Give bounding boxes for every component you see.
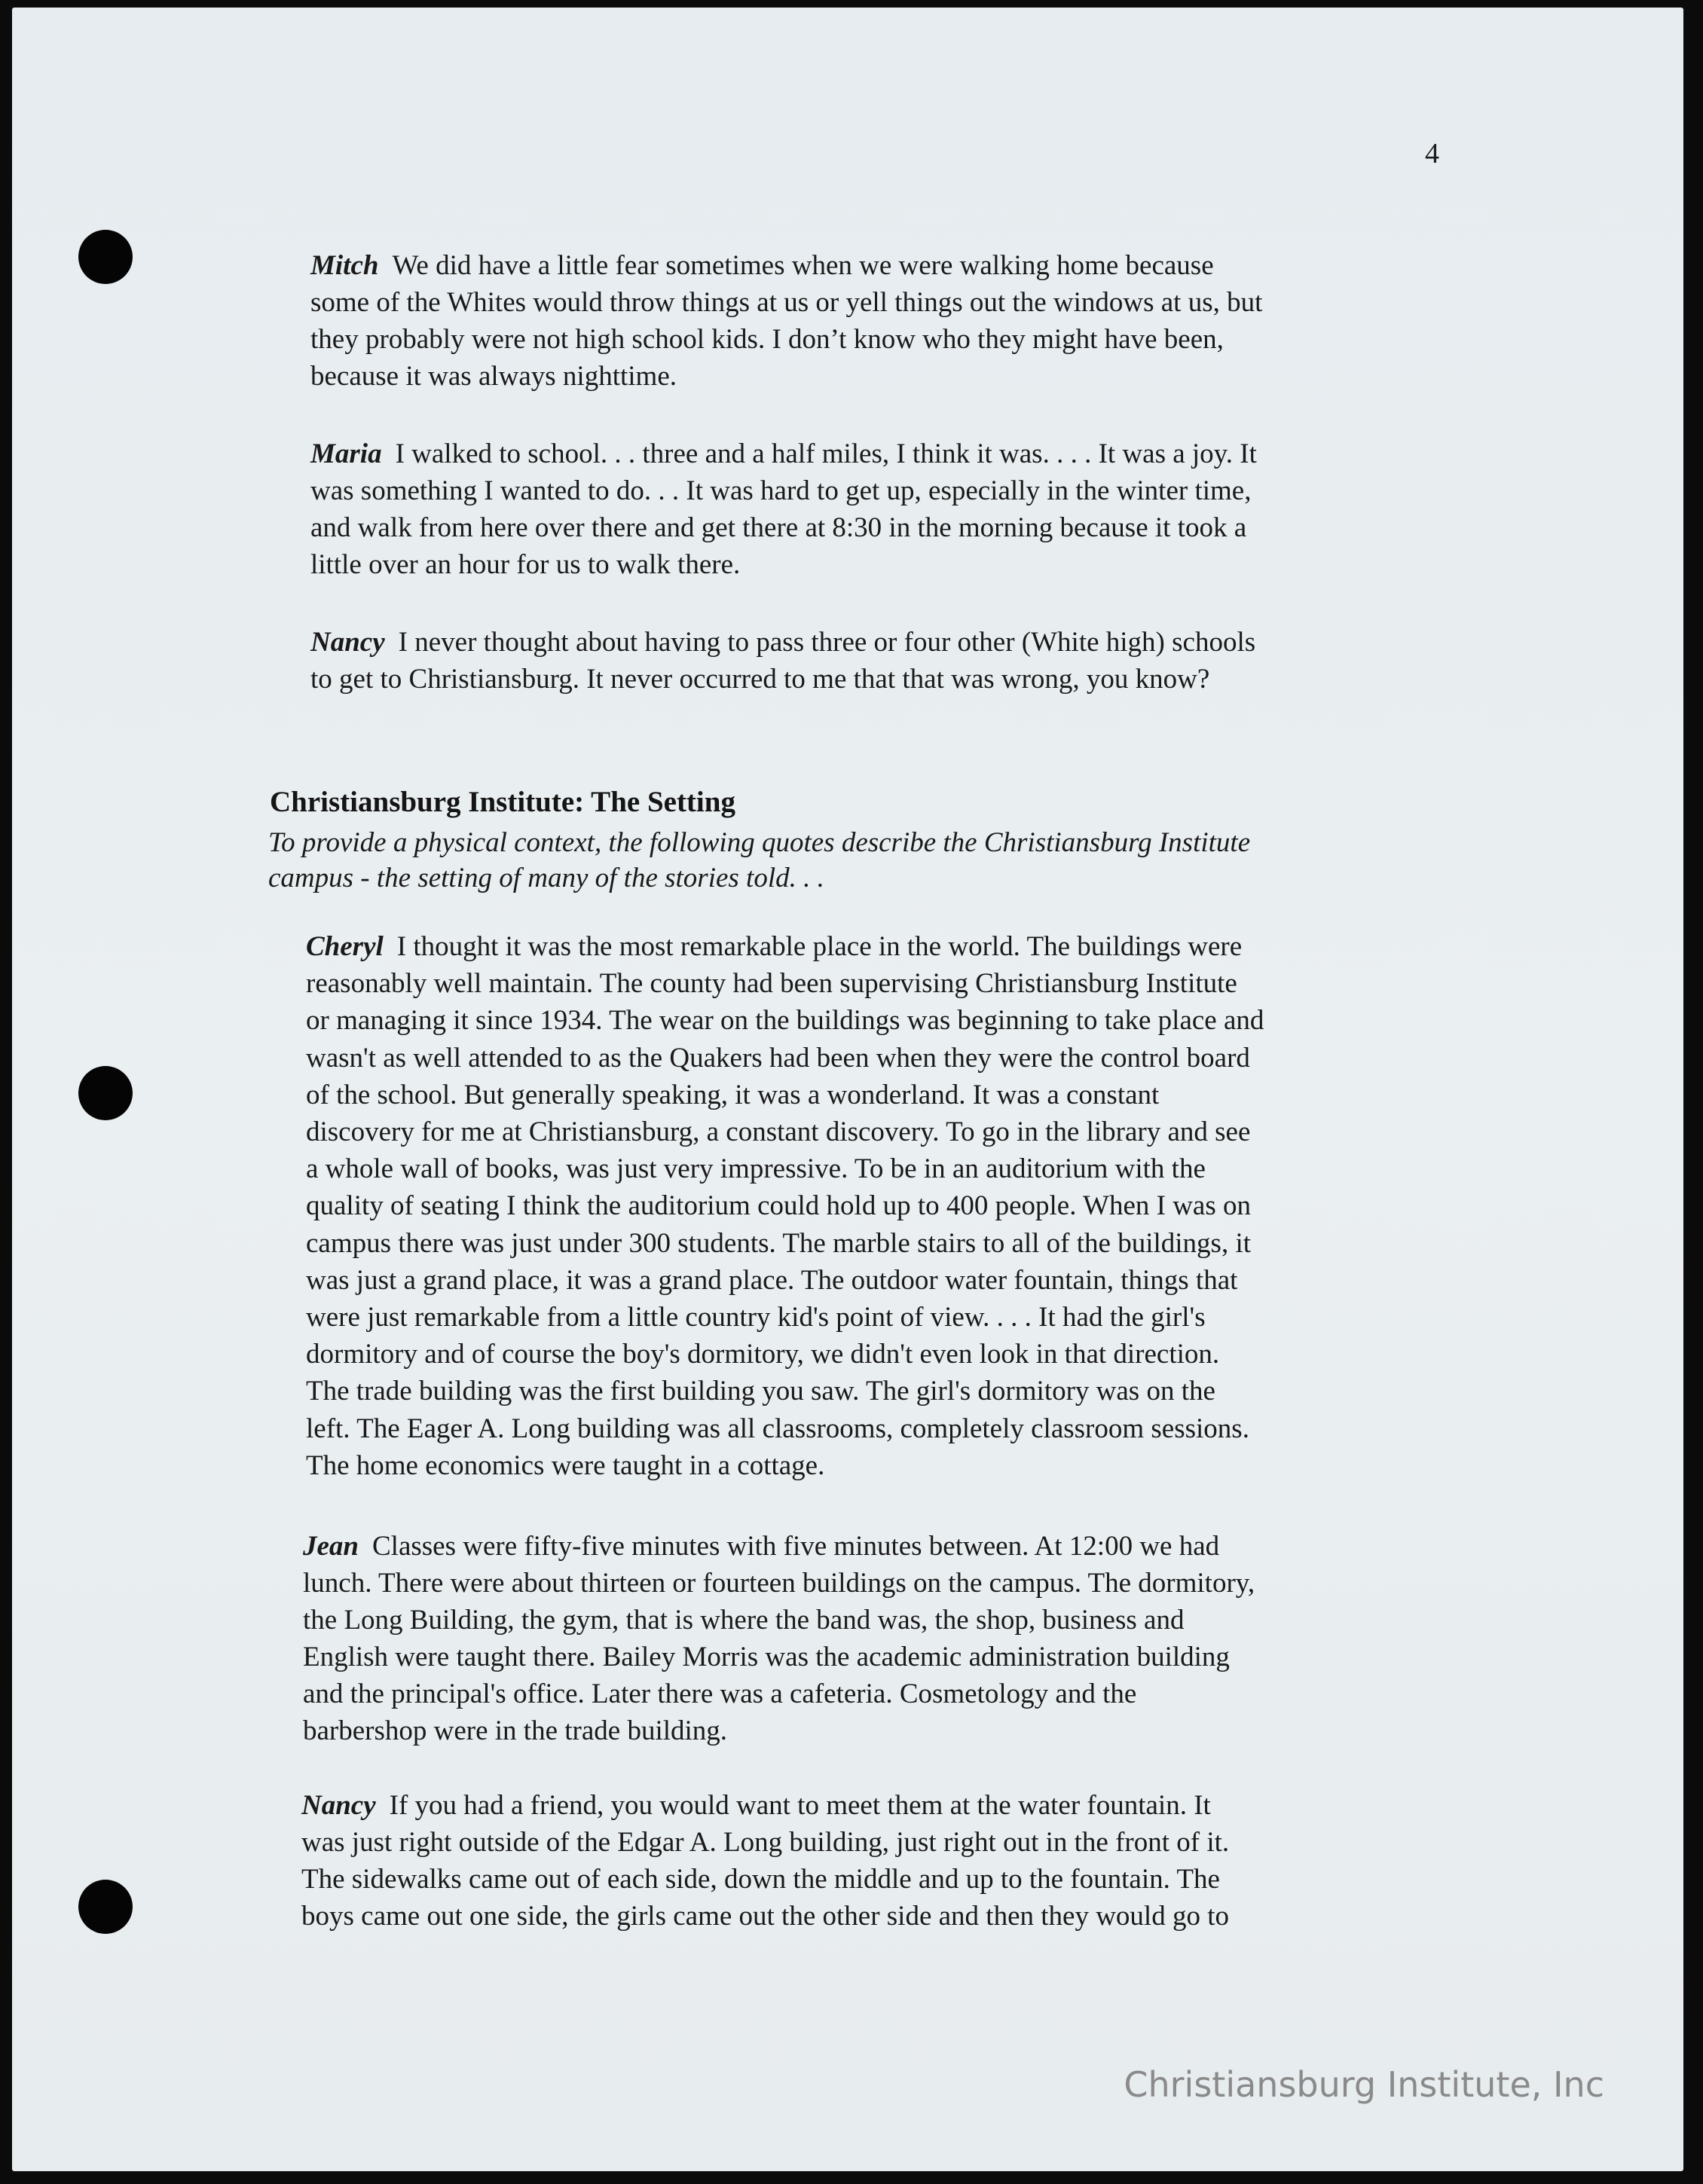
quote-line: Jean Classes were fifty-five minutes with five minutes between. At 12:00 we had: [303, 1531, 1220, 1562]
section-intro: [268, 825, 1250, 896]
quote-line: The trade building was the first building you saw. The girl's dormitory was on the: [306, 1376, 1215, 1407]
quote-line: was just a grand place, it was a grand place. The outdoor water fountain, things that: [306, 1264, 1238, 1296]
quote-nancy-bottom: [301, 1787, 1229, 1935]
quote-line: the Long Building, the gym, that is where the band was, the shop, business and: [303, 1605, 1185, 1636]
quote-line: quality of seating I think the auditorium could hold up to 400 people. When I was on: [306, 1190, 1252, 1222]
quote-maria: [310, 435, 1257, 583]
quote-line: Nancy I never thought about having to pass three or four other (White high) schools: [310, 627, 1256, 658]
quote-line: and walk from here over there and get there at 8:30 in the morning because it took a: [310, 512, 1247, 543]
quote-line: Maria I walked to school. . . three and a half miles, I think it was. . . . It was a joy. It: [310, 438, 1257, 469]
speaker-name: Cheryl: [306, 931, 384, 962]
speaker-name: Nancy: [310, 627, 385, 658]
speaker-name: Mitch: [310, 250, 379, 281]
quote-line: Nancy If you had a friend, you would want to meet them at the water fountain. It: [301, 1790, 1211, 1821]
quote-line: wasn't as well attended to as the Quakers had been when they were the control board: [306, 1042, 1250, 1074]
quote-jean: [303, 1528, 1255, 1749]
quote-line: some of the Whites would throw things at us or yell things out the windows at us, but: [310, 287, 1263, 318]
quote-nancy-top: [310, 624, 1255, 698]
quote-line: was something I wanted to do. . . It was hard to get up, especially in the winter time,: [310, 475, 1252, 506]
quote-line: left. The Eager A. Long building was all classrooms, completely classroom sessions.: [306, 1413, 1249, 1444]
quote-line: were just remarkable from a little country kid's point of view. . . . It had the girl's: [306, 1302, 1206, 1333]
quote-line: Cheryl I thought it was the most remarkable place in the world. The buildings were: [306, 931, 1243, 962]
quote-line: lunch. There were about thirteen or fourteen buildings on the campus. The dormitory,: [303, 1568, 1255, 1599]
quote-line: and the principal's office. Later there was a cafeteria. Cosmetology and the: [303, 1678, 1137, 1709]
document-page: [12, 8, 1683, 2171]
quote-line: English were taught there. Bailey Morris was the academic administration building: [303, 1642, 1230, 1672]
quote-cheryl: [306, 928, 1264, 1484]
quote-line: campus there was just under 300 students. The marble stairs to all of the buildings, it: [306, 1227, 1252, 1259]
quote-mitch: [310, 247, 1262, 395]
quote-line: The sidewalks came out of each side, down the middle and up to the fountain. The: [301, 1864, 1220, 1895]
speaker-name: Nancy: [301, 1790, 376, 1821]
quote-line: reasonably well maintain. The county had been supervising Christiansburg Institute: [306, 968, 1237, 1000]
quote-line: was just right outside of the Edgar A. Long building, just right out in the front of it.: [301, 1827, 1230, 1858]
speaker-name: Jean: [303, 1531, 359, 1562]
quote-line: they probably were not high school kids. I don’t know who they might have been,: [310, 324, 1224, 355]
binder-hole-bottom: [78, 1880, 133, 1934]
intro-line: campus - the setting of many of the stories told. . .: [268, 863, 824, 893]
quote-line: to get to Christiansburg. It never occurred to me that that was wrong, you know?: [310, 664, 1210, 695]
quote-line: barbershop were in the trade building.: [303, 1715, 728, 1746]
binder-hole-middle: [78, 1066, 133, 1120]
quote-line: dormitory and of course the boy's dormitory, we didn't even look in that direction.: [306, 1339, 1220, 1370]
watermark: Christiansburg Institute, Inc: [1124, 2064, 1604, 2105]
quote-line: a whole wall of books, was just very impressive. To be in an auditorium with the: [306, 1153, 1206, 1185]
quote-line: Mitch We did have a little fear sometimes when we were walking home because: [310, 250, 1214, 281]
quote-line: of the school. But generally speaking, it was a wonderland. It was a constant: [306, 1079, 1160, 1110]
quote-line: The home economics were taught in a cottage.: [306, 1449, 825, 1481]
quote-line: because it was always nighttime.: [310, 361, 677, 392]
section-heading: Christiansburg Institute: The Setting: [270, 786, 735, 818]
quote-line: little over an hour for us to walk there.: [310, 549, 741, 580]
intro-line: To provide a physical context, the following quotes describe the Christiansburg Institute: [268, 827, 1251, 858]
quote-line: boys came out one side, the girls came out the other side and then they would go to: [301, 1901, 1229, 1932]
quote-line: discovery for me at Christiansburg, a constant discovery. To go in the library and see: [306, 1116, 1251, 1148]
quote-line: or managing it since 1934. The wear on the buildings was beginning to take place and: [306, 1005, 1264, 1037]
binder-hole-top: [78, 230, 133, 284]
speaker-name: Maria: [310, 438, 382, 469]
page-number: 4: [1425, 138, 1439, 170]
